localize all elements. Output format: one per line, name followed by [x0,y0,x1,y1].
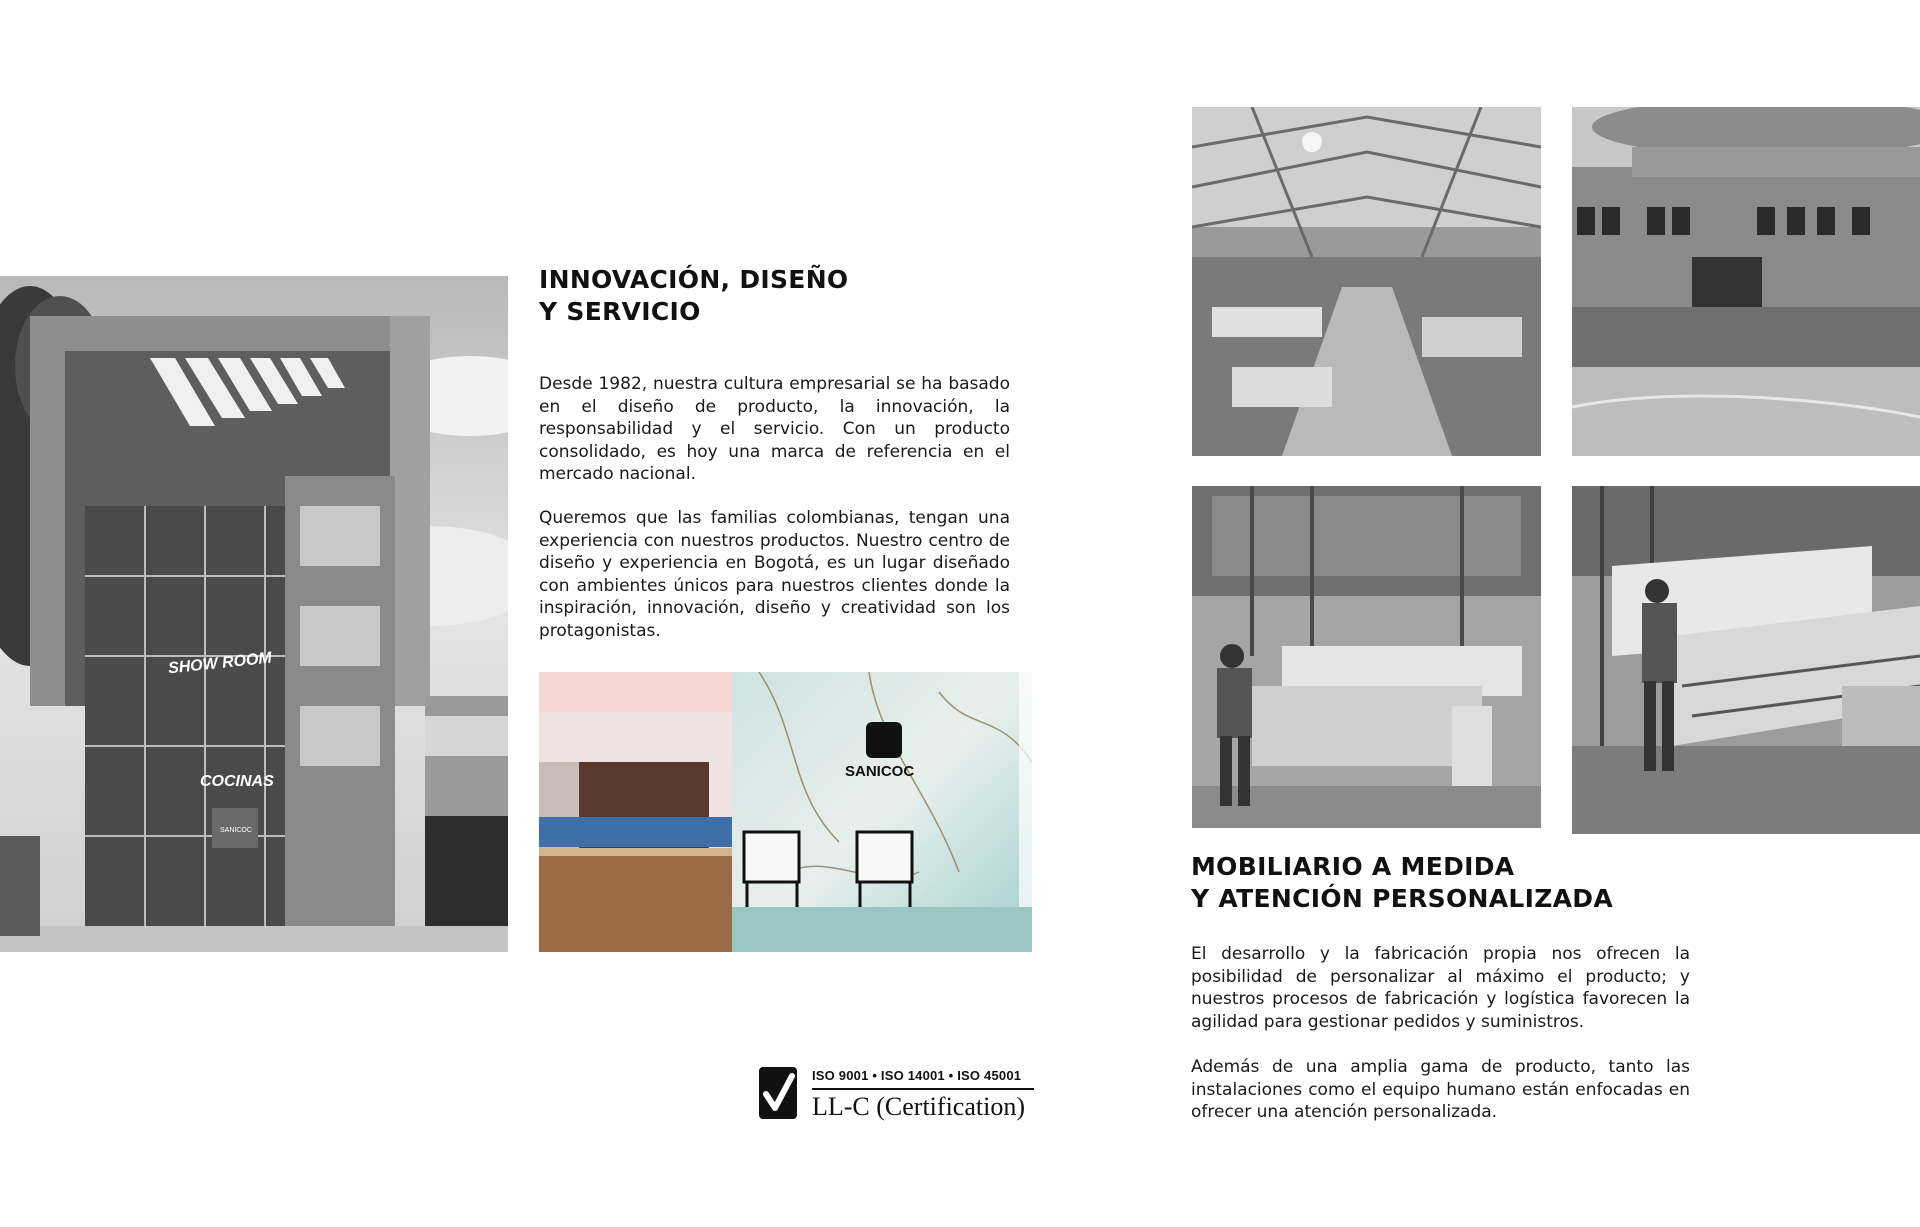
innovation-title-line1: INNOVACIÓN, DISEÑO [539,265,849,294]
innovation-paragraph-1: Desde 1982, nuestra cultura empresarial se ha basado en el diseño de producto, la innovación, la responsabilidad y el servicio. Con un producto consolidado, es hoy una marca de referencia en el mercado nacional. [539,374,1010,484]
furniture-paragraph-1: El desarrollo y la fabricación propia nos ofrecen la posibilidad de personalizar al máximo el producto; y nuestros procesos de fabricación y logística favorecen la agilidad para gestionar pedidos y suministros. [1191,944,1690,1032]
furniture-title-line1: MOBILIARIO A MEDIDA [1191,852,1515,881]
factory-exterior-photo [1572,107,1920,456]
sign-showroom: SHOW ROOM [167,649,273,678]
panel-saw-operator-photo [1572,486,1920,834]
building-photo [0,276,508,952]
furniture-paragraph-2: Además de una amplia gama de producto, tanto las instalaciones como el equipo humano están enfocadas en ofrecer una atención personalizada. [1191,1057,1690,1122]
innovation-title [539,264,939,328]
iso-standards: ISO 9001 • ISO 14001 • ISO 45001 [812,1068,1022,1083]
door-brand: SANICOC [220,827,252,834]
showroom-photo [539,672,1032,952]
factory-interior-photo [1192,107,1541,456]
furniture-title [1191,851,1691,915]
furniture-title-line2: Y ATENCIÓN PERSONALIZADA [1191,884,1613,913]
showroom-wall-logo: SANICOC [845,763,915,780]
sign-cocinas: COCINAS [200,773,274,790]
cert-divider [812,1088,1034,1090]
innovation-paragraph-2: Queremos que las familias colombianas, tengan una experiencia con nuestros productos. Nuestro centro de diseño y experiencia en Bogotá, es un lugar diseñado con ambientes únicos para nuestros clientes donde la inspiración, innovación, diseño y creatividad son los protagonistas. [539,508,1010,641]
machine-operator-photo [1192,486,1541,828]
checkmark-icon [758,1066,798,1120]
innovation-title-line2: Y SERVICIO [539,297,701,326]
certification-badge [758,1066,1038,1126]
certifier-name: LL-C (Certification) [812,1092,1025,1121]
